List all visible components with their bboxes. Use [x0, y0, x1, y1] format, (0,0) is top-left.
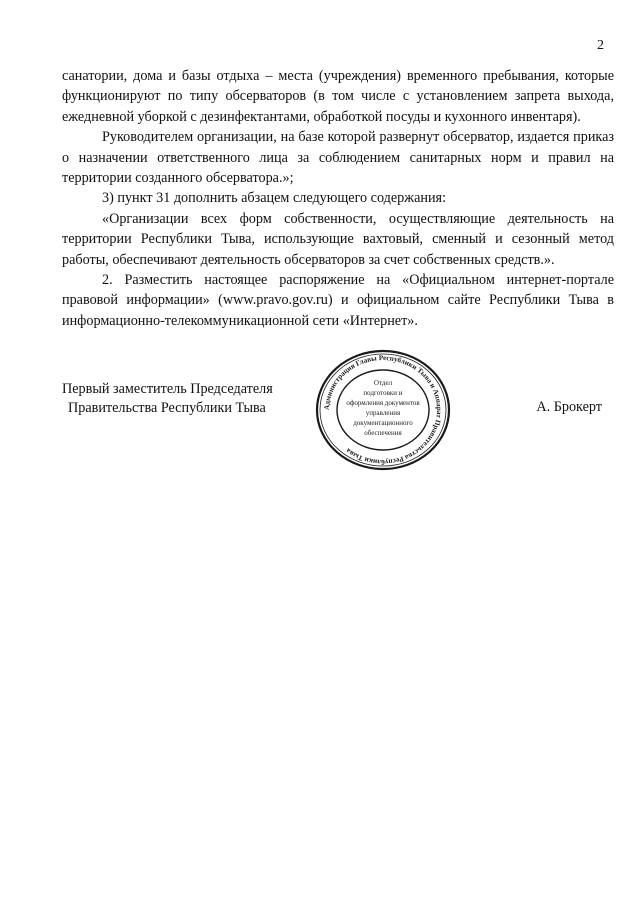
paragraph-4: «Организации всех форм собственности, осуществляющие деятельность на территории Республики Тыва, использующие вахтовый, сменный и сезонный метод работы, обеспечивают деятельность обсерваторов за счет собственных средств.».: [62, 210, 614, 268]
signatory-position: [62, 380, 273, 418]
seal-center-line-4: управления: [365, 409, 401, 417]
document-body: [62, 66, 614, 331]
seal-graphic: [314, 348, 452, 472]
page-number: 2: [597, 38, 604, 53]
paragraph-1: санатории, дома и базы отдыха – места (учреждения) временного пребывания, которые функционируют по типу обсерваторов (в том числе с установлением запрета выхода, ежедневной уборкой с дезинфектантами, обработкой посуды и кухонного инвентаря).: [62, 68, 614, 125]
seal-ring-text-path: Администрация Главы Республики Тыва и Аппарат Правительства Республики Тыва: [322, 353, 444, 467]
paragraph-3: 3) пункт 31 дополнить абзацем следующего содержания:: [102, 190, 447, 207]
seal-center-line-3: оформления документов: [346, 399, 420, 407]
signatory-position-line-1: Первый заместитель Председателя: [62, 381, 273, 397]
paragraph-2: Руководителем организации, на базе которой развернут обсерватор, издается приказ о назначении ответственного лица за соблюдением санитарных норм и правил на территории созданного обсерватора.»;: [62, 129, 614, 187]
paragraph-5: 2. Разместить настоящее распоряжение на «Официальном интернет-портале правовой информации» (www.pravo.gov.ru) и официальном сайте Республики Тыва в информационно-телекоммуникационной сети «Интернет».: [62, 272, 614, 329]
official-seal: [314, 348, 452, 472]
seal-center-line-2: подготовки и: [363, 389, 403, 397]
seal-center-line-5: документационного: [353, 419, 413, 427]
seal-center-text: [346, 379, 420, 437]
seal-center-line-6: обеспечения: [364, 429, 402, 437]
signatory-name: А. Брокерт: [536, 399, 602, 415]
signatory-position-line-2: Правительства Республики Тыва: [68, 400, 266, 416]
seal-center-line-1: Отдел: [373, 379, 393, 387]
